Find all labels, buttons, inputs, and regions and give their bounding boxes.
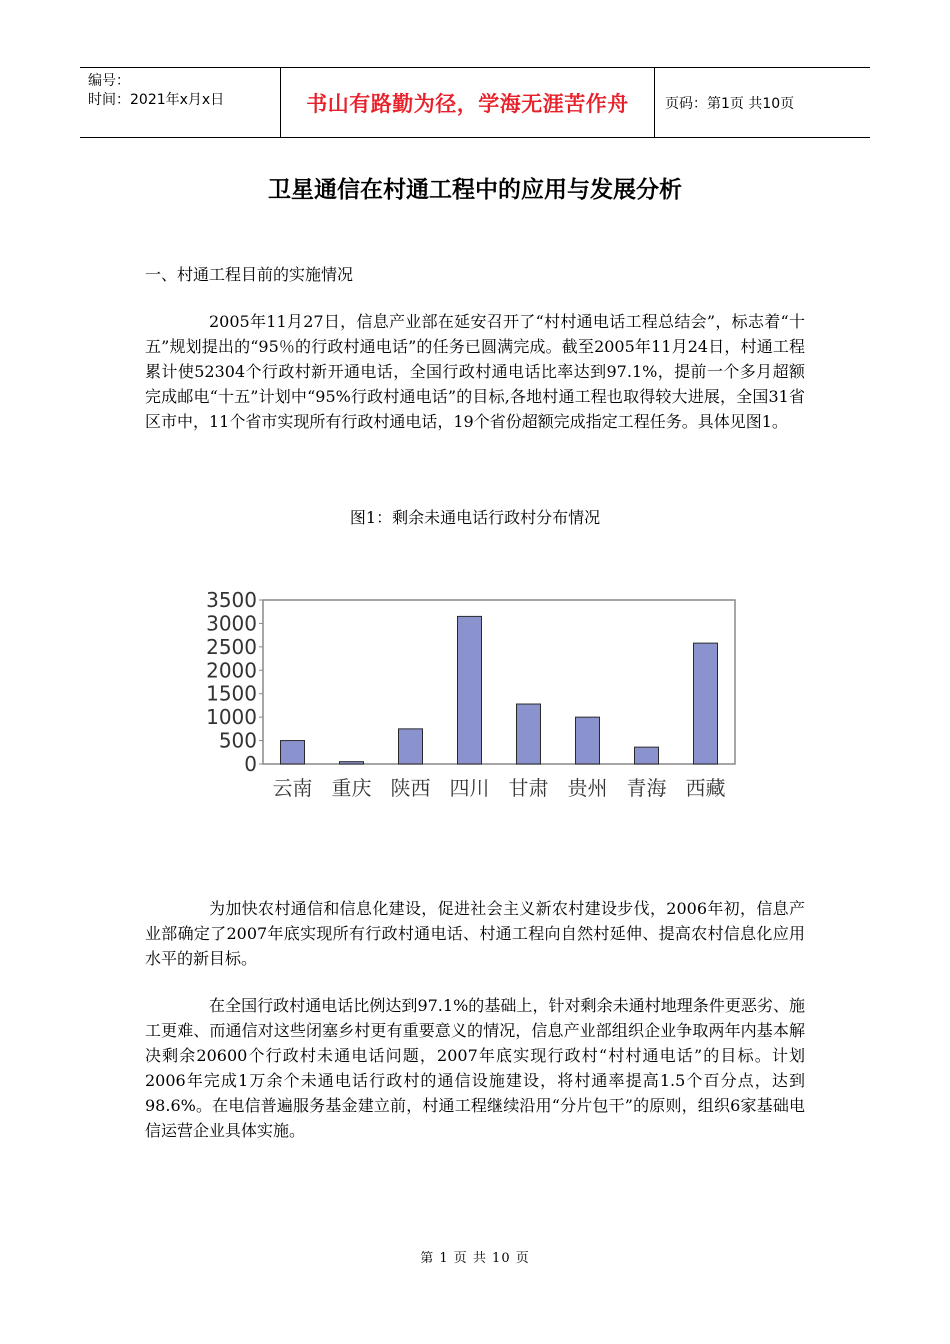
page-footer: 第 1 页 共 10 页 <box>420 1251 530 1266</box>
x-tick-label: 甘肃 <box>508 776 549 800</box>
y-tick-label: 2000 <box>206 658 257 683</box>
x-tick-label: 西藏 <box>685 776 726 800</box>
header-meta-cell <box>80 68 281 137</box>
y-tick-label: 0 <box>244 752 257 776</box>
bar <box>281 741 305 764</box>
y-tick-label: 3000 <box>206 611 257 636</box>
paragraph-3: 在全国行政村通电话比例达到97.1%的基础上，针对剩余未通村地理条件更恶劣、施工更难、而通信对这些闭塞乡村更有重要意义的情况，信息产业部组织企业争取两年内基本解决剩余20600个行政村未通电话问题，2007年底实现行政村“村村通电话”的目标。计划2006年完成1万余个未通电话行政村的通信设施建设，将村通率提高1.5个百分点，达到98.6%。在电信普遍服务基金建立前，村通工程继续沿用“分片包干”的原则，组织6家基础电信运营企业具体实施。 <box>145 996 805 1140</box>
x-tick-label: 四川 <box>449 776 490 800</box>
number-label: 编号： <box>88 73 130 89</box>
y-tick-label: 1000 <box>206 705 257 730</box>
y-tick-label: 1500 <box>206 681 257 706</box>
document-header <box>80 67 870 138</box>
y-tick-label: 3500 <box>206 588 257 612</box>
x-tick-label: 云南 <box>272 776 313 800</box>
header-motto-cell <box>281 68 655 137</box>
time-label: 时间：2021年x月x日 <box>88 92 225 108</box>
document-title: 卫星通信在村通工程中的应用与发展分析 <box>268 177 682 203</box>
y-tick-label: 500 <box>218 728 257 753</box>
bar <box>694 643 718 764</box>
motto-text: 书山有路勤为径，学海无涯苦作舟 <box>306 91 629 116</box>
section-heading: 一、村通工程目前的实施情况 <box>145 265 354 284</box>
bar-chart <box>205 588 745 818</box>
figure-caption: 图1：剩余未通电话行政村分布情况 <box>349 508 601 527</box>
y-tick-label: 2500 <box>206 634 257 659</box>
x-tick-label: 重庆 <box>331 776 372 800</box>
x-tick-label: 贵州 <box>567 776 608 800</box>
bar <box>340 762 364 764</box>
bar <box>576 717 600 764</box>
bar <box>635 747 659 764</box>
paragraph-1: 2005年11月27日，信息产业部在延安召开了“村村通电话工程总结会”，标志着“十五”规划提出的“95％的行政村通电话”的任务已圆满完成。截至2005年11月24日，村通工程累计使52304个行政村新开通电话，全国行政村通电话比率达到97.1%，提前一个多月超额完成邮电“十五”计划中“95%行政村通电话”的目标,各地村通工程也取得较大进展，全国31省区市中，11个省市实现所有行政村通电话，19个省份超额完成指定工程任务。具体见图1。 <box>145 312 805 431</box>
page-info: 页码：第1页 共10页 <box>665 95 795 112</box>
bar <box>458 616 482 764</box>
bar <box>517 704 541 764</box>
paragraph-2: 为加快农村通信和信息化建设，促进社会主义新农村建设步伐，2006年初，信息产业部确定了2007年底实现所有行政村通电话、村通工程向自然村延伸、提高农村信息化应用水平的新目标。 <box>145 899 805 968</box>
x-tick-label: 陕西 <box>390 776 431 800</box>
bar <box>399 729 423 764</box>
x-tick-label: 青海 <box>626 776 667 800</box>
header-page-cell <box>655 68 870 137</box>
plot-frame <box>263 600 735 764</box>
